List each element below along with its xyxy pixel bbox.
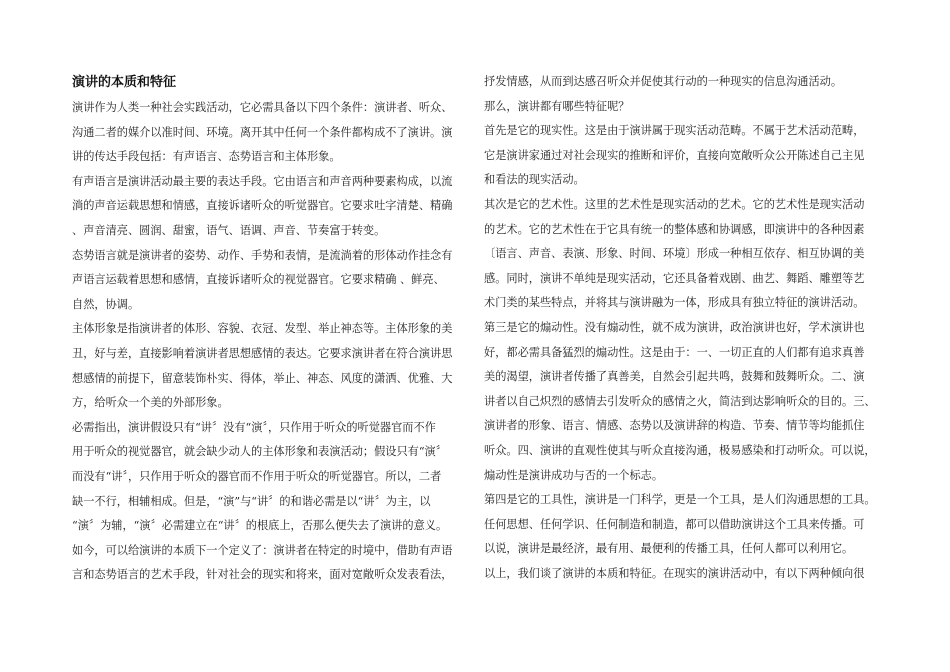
text-line: “演〞为辅，“演〞必需建立在“讲〞的根底上，否那么便失去了演讲的意义。 bbox=[72, 519, 448, 533]
text-line: 主体形象是指演讲者的体形、容貌、衣冠、发型、举止神态等。主体形象的美 bbox=[72, 322, 453, 336]
text-line: 美的渴望，演讲者传播了真善美，自然会引起共鸣，鼓舞和鼓舞听众。二、演 bbox=[484, 370, 865, 384]
text-line: 那么，演讲都有哪些特征呢？ bbox=[484, 99, 630, 113]
text-line: 演讲作为人类一种社会实践活动，它必需具备以下四个条件：演讲者、听众、 bbox=[72, 101, 453, 114]
text-line: 讲的传达手段包括：有声语言、态势语言和主体形象。 bbox=[72, 150, 341, 164]
text-line: 好，都必需具备猛烈的煽动性。这是由于：一、一切正直的人们都有追求真善 bbox=[484, 345, 865, 359]
text-line: 言和态势语言的艺术手段，针对社会的现实和将来，面对宽敞听众发表看法， bbox=[72, 568, 453, 582]
text-line: 沟通二者的媒介以准时间、环境。离开其中任何一个条件都构成不了演讲。演 bbox=[72, 125, 453, 139]
text-line: 首先是它的现实性。这是由于演讲属于现实活动范畴。不属于艺术活动范畴， bbox=[484, 124, 865, 138]
text-line: 术门类的某些特点，并将其与演讲融为一体，形成具有独立特征的演讲活动。 bbox=[484, 296, 865, 310]
text-line: 想感情的前提下，留意装饰朴实、得体，举止、神态、风度的潇洒、优雅、大 bbox=[72, 371, 453, 385]
text-line: 的艺术。它的艺术性在于它具有统一的整体感和协调感，即演讲中的各种因素 bbox=[484, 222, 865, 236]
text-line: 和看法的现实活动。 bbox=[484, 173, 585, 187]
text-line: 抒发情感，从而到达感召听众并促使其行动的一种现实的信息沟通活动。 bbox=[484, 75, 843, 88]
text-line: 淌的声音运载思想和情感，直接诉诸听众的听觉器官。它要求吐字清楚、精确 bbox=[72, 199, 453, 213]
text-line: 用于听众的视觉器官，就会缺少动人的主体形象和表演活动；假设只有“演〞 bbox=[72, 445, 447, 459]
text-line: 任何思想、任何学识、任何制造和制造，都可以借助演讲这个工具来传播。可 bbox=[484, 517, 865, 531]
left-column bbox=[72, 70, 464, 588]
text-line: 煽动性是演讲成功与否的一个标志。 bbox=[484, 468, 664, 482]
document-title: 演讲的本质和特征 bbox=[72, 75, 177, 90]
text-line: 讲者以自己炽烈的感情去引发听众的感情之火，简洁到达影响听众的目的。三、 bbox=[484, 394, 876, 408]
text-line: 声语言运载着思想和感情，直接诉诸听众的视觉器官。它要求精确 、鲜亮、 bbox=[72, 273, 445, 287]
text-line: 听众。四、演讲的直观性使其与听众直接沟通，极易感染和打动听众。可以说， bbox=[484, 443, 876, 457]
text-line: 第三是它的煽动性。没有煽动性，就不成为演讲，政治演讲也好，学术演讲也 bbox=[484, 320, 865, 334]
text-line: 以说，演讲是最经济，最有用、最便利的传播工具，任何人都可以利用它。 bbox=[484, 542, 854, 556]
text-line: 、声音清亮、圆润、甜蜜，语气、语调、声音、节奏富于转变。 bbox=[72, 223, 386, 237]
text-line: 缺一不行，相辅相成。但是，“演”与“讲〞的和谐必需是以“讲〞为主，以 bbox=[72, 494, 431, 508]
text-line: 必需指出，演讲假设只有“讲〞没有“演〞，只作用于听众的听觉器官而不作 bbox=[72, 420, 436, 434]
text-line: 它是演讲家通过对社会现实的推断和评价，直接向宽敞听众公开陈述自己主见 bbox=[484, 148, 865, 162]
text-line: 其次是它的艺术性。这里的艺术性是现实活动的艺术。它的艺术性是现实活动 bbox=[484, 197, 865, 211]
text-line: 态势语言就是演讲者的姿势、动作、手势和表情，是流淌着的形体动作挂念有 bbox=[72, 248, 453, 262]
text-line: 以上，我们谈了演讲的本质和特征。在现实的演讲活动中，有以下两种倾向很 bbox=[484, 566, 865, 580]
text-line: 第四是它的工具性，演讲是一门科学，更是一个工具，是人们沟通思想的工具。 bbox=[484, 493, 876, 507]
text-line: 自然，协调。 bbox=[72, 297, 140, 311]
text-line: 有声语言是演讲活动最主要的表达手段。它由语言和声音两种要素构成，以流 bbox=[72, 174, 453, 188]
text-line: 〔语言、声音、表演、形象、时间、环境〕形成一种相互依存、相互协调的美 bbox=[484, 247, 865, 261]
text-line: 方，给听众一个美的外部形象。 bbox=[72, 396, 229, 410]
text-line: 感。同时，演讲不单纯是现实活动，它还具备着戏剧、曲艺、舞蹈、雕塑等艺 bbox=[484, 271, 865, 285]
text-line: 演讲者的形象、语言、情感、态势以及演讲辞的构造、节奏、情节等均能抓住 bbox=[484, 419, 865, 433]
text-line: 如今，可以给演讲的本质下一个定义了：演讲者在特定的时境中，借助有声语 bbox=[72, 543, 453, 557]
text-line: 丑，好与差，直接影响着演讲者思想感情的表达。它要求演讲者在符合演讲思 bbox=[72, 346, 453, 360]
right-column bbox=[484, 70, 884, 586]
text-line: 而没有“讲〞，只作用于听众的器官而不作用于听众的听觉器官。所以，二者 bbox=[72, 469, 442, 483]
